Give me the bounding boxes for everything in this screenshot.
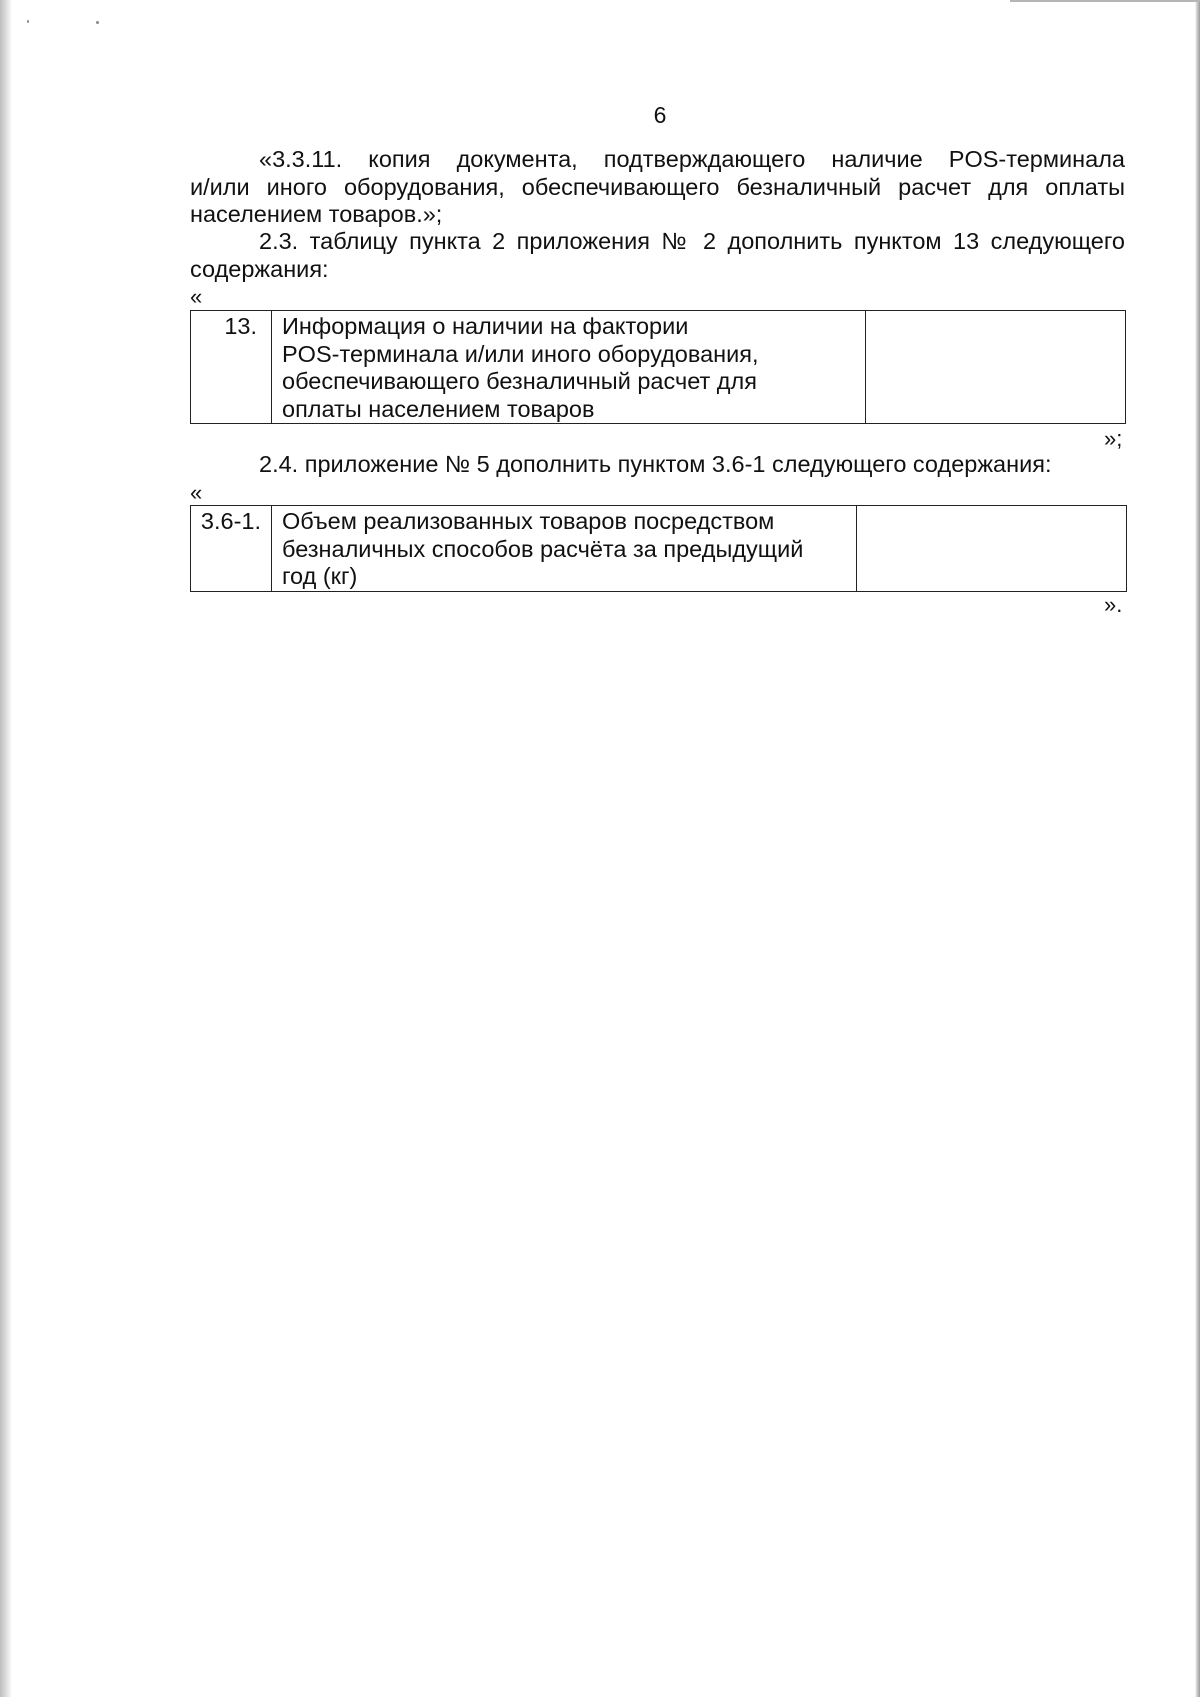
page-number: 6 — [653, 102, 667, 128]
table-2 — [190, 505, 1127, 592]
table-1-open-quote: « — [190, 284, 203, 309]
paragraph-line: 2.4. приложение № 5 дополнить пунктом 3.6-1 следующего содержания: — [259, 451, 1052, 477]
table-2-open-quote: « — [190, 480, 203, 505]
scan-speck — [27, 20, 29, 23]
table-1-text-line: оплаты населением товаров — [282, 395, 595, 422]
table-2-text-cell — [272, 506, 857, 592]
table-2-text-line: безналичных способов расчёта за предыдущий — [282, 535, 804, 562]
table-1-text-cell — [272, 311, 866, 424]
table-1 — [190, 310, 1126, 424]
table-row — [191, 506, 1127, 592]
table-2-close-quote: ». — [1104, 592, 1123, 617]
table-2-number-cell: 3.6-1. — [191, 506, 272, 592]
paragraph-2-3 — [190, 228, 1125, 283]
paragraph-line: «3.3.11. копия документа, подтверждающего наличие POS-терминала — [259, 146, 1125, 172]
paragraph-line: населением товаров.»; — [190, 201, 443, 227]
paragraph-line: 2.3. таблицу пункта 2 приложения № 2 дополнить пунктом 13 следующего — [259, 228, 1125, 254]
table-2-text-line: Объем реализованных товаров посредством — [282, 508, 775, 534]
scan-edge-left — [0, 0, 12, 1697]
table-1-close-quote: »; — [1104, 426, 1123, 451]
table-2-value-cell — [857, 506, 1127, 592]
paragraph-3-3-11 — [190, 146, 1125, 229]
scan-edge-right — [1195, 0, 1200, 1697]
table-1-text-line: Информация о наличии на фактории — [282, 313, 689, 339]
table-row — [191, 311, 1126, 424]
scan-speck — [96, 21, 99, 24]
table-1-value-cell — [866, 311, 1126, 424]
table-1-text-line: обеспечивающего безналичный расчет для — [282, 368, 757, 394]
paragraph-line: содержания: — [190, 255, 329, 282]
paragraph-line: и/или иного оборудования, обеспечивающего безналичный расчет для оплаты — [190, 173, 1125, 200]
scan-top-line — [1010, 0, 1200, 2]
table-2-text-line: год (кг) — [282, 563, 358, 589]
table-1-text-line: POS-терминала и/или иного оборудования, — [282, 340, 759, 367]
paragraph-2-4 — [190, 451, 1125, 479]
table-1-number-cell: 13. — [191, 311, 272, 424]
